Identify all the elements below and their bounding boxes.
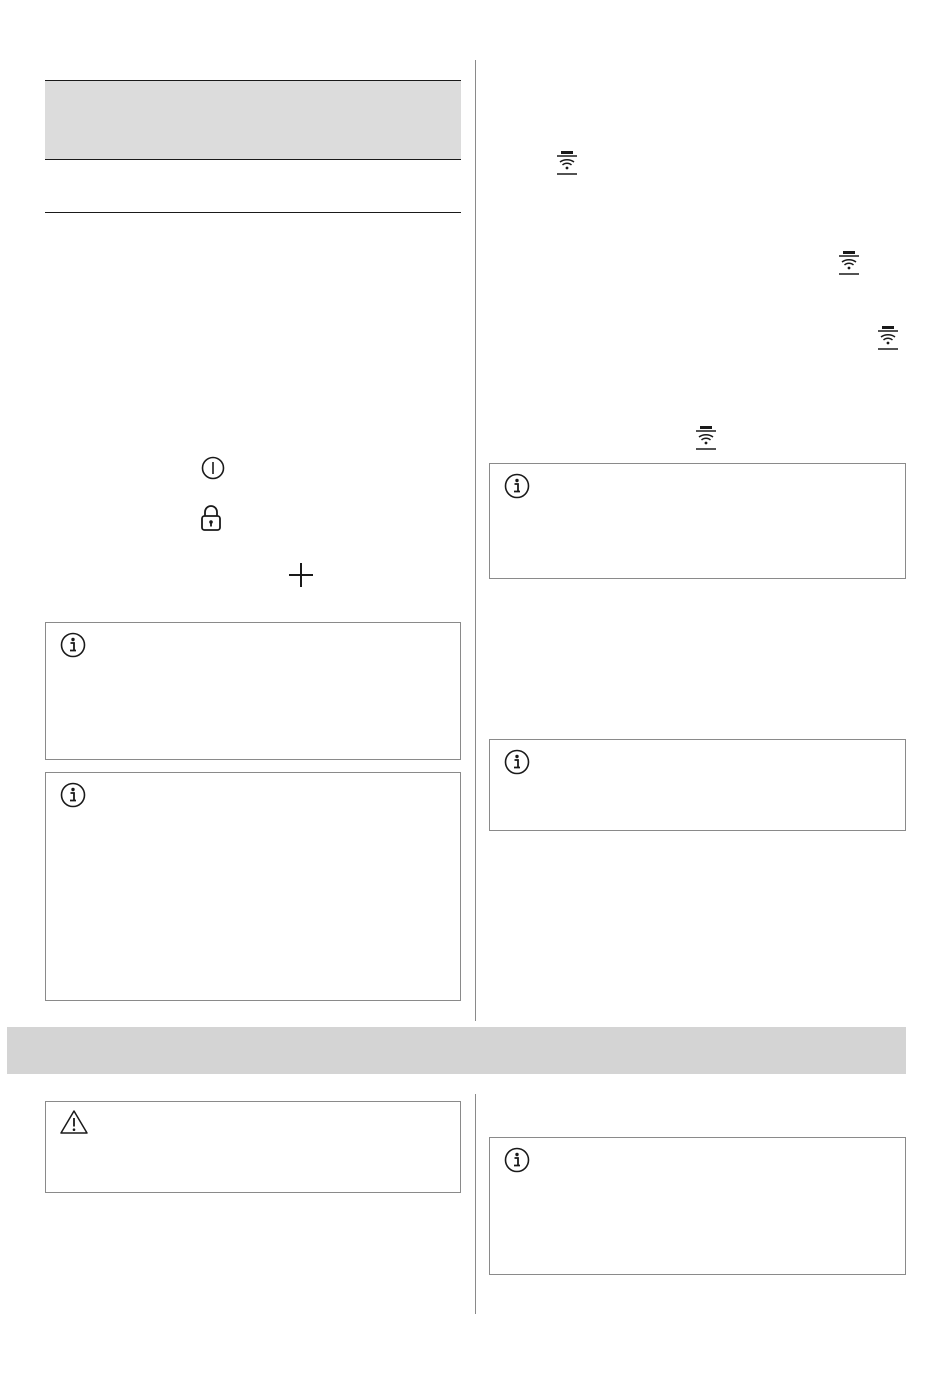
- hob-hood-icon: [875, 324, 901, 352]
- header-bottom-rule: [45, 159, 461, 160]
- info-icon: [60, 782, 86, 808]
- info-icon: [60, 632, 86, 658]
- lock-icon: [198, 503, 224, 533]
- info-note-box: [45, 622, 461, 760]
- plus-icon: [288, 562, 314, 588]
- column-divider-lower: [475, 1094, 476, 1314]
- info-icon: [504, 473, 530, 499]
- warning-triangle-icon: [59, 1109, 89, 1135]
- section-header-block: [45, 81, 461, 159]
- info-note-box: [489, 1137, 906, 1275]
- hob-hood-icon: [836, 249, 862, 277]
- info-note-box: [489, 739, 906, 831]
- info-icon: [504, 749, 530, 775]
- column-divider-upper: [475, 60, 476, 1021]
- power-icon: [200, 455, 226, 481]
- hob-hood-icon: [693, 424, 719, 452]
- section-title-band: [7, 1027, 906, 1074]
- info-note-box: [45, 772, 461, 1001]
- subheader-rule: [45, 212, 461, 213]
- hob-hood-icon: [554, 149, 580, 177]
- warning-note-box: [45, 1101, 461, 1193]
- info-icon: [504, 1147, 530, 1173]
- info-note-box: [489, 463, 906, 579]
